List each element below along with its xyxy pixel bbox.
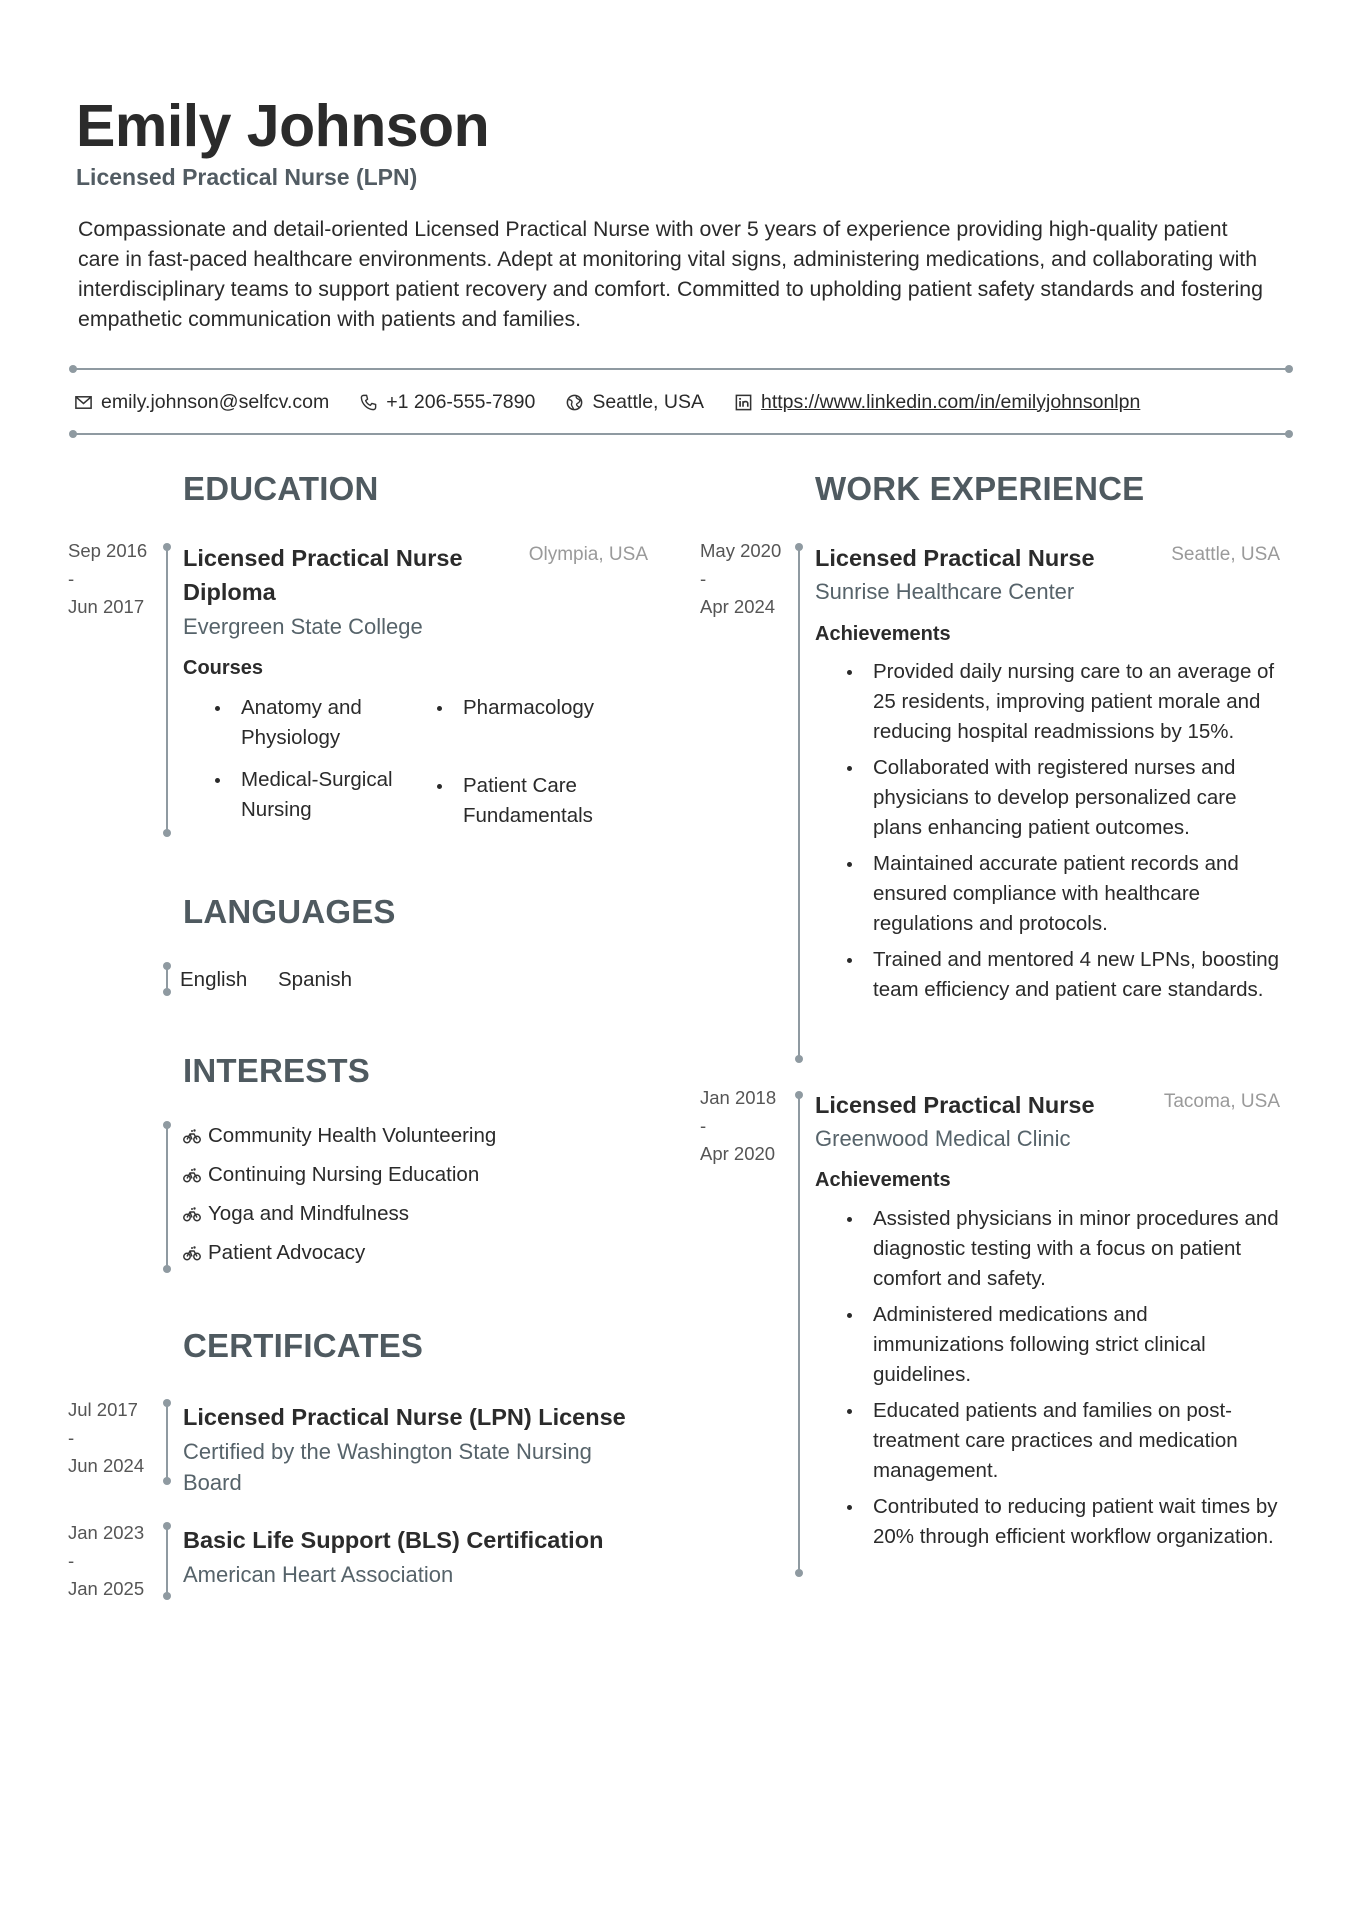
- achievement-item: Assisted physicians in minor procedures and diagnostic testing with a focus on patient comfort and safety.: [844, 1204, 1284, 1294]
- bicycle-icon: [182, 1243, 202, 1263]
- job-end-date: Apr 2024: [700, 596, 776, 617]
- education-school: Evergreen State College: [183, 614, 423, 639]
- achievement-item: Trained and mentored 4 new LPNs, boosting team efficiency and patient care standards.: [844, 945, 1284, 1005]
- job-title: Licensed Practical Nurse (LPN): [76, 164, 418, 190]
- contact-email[interactable]: [74, 391, 329, 414]
- achievement-item: Educated patients and families on post-treatment care practices and medication management.: [844, 1396, 1284, 1486]
- cert-end-date: Jun 2024: [68, 1455, 145, 1476]
- achievements-label: Achievements: [815, 623, 951, 645]
- cert-date-separator: -: [68, 1427, 75, 1448]
- courses-list-right: [434, 693, 654, 837]
- cert-issuer-line1: American Heart Association: [183, 1562, 454, 1587]
- bicycle-icon: [182, 1165, 202, 1185]
- language-item: English: [180, 968, 248, 991]
- phone-icon: [359, 393, 378, 412]
- job-timeline: [798, 1094, 800, 1574]
- job-start-date: Jan 2018: [700, 1087, 777, 1108]
- job-timeline: [798, 546, 800, 1060]
- courses-list-left: [212, 693, 412, 831]
- achievements-list: [844, 657, 1284, 1011]
- top-divider: [72, 368, 1290, 370]
- job-end-date: Apr 2020: [700, 1143, 776, 1164]
- globe-icon: [565, 393, 584, 412]
- contact-location: [565, 391, 704, 414]
- job-start-date: May 2020: [700, 540, 782, 561]
- certificates-heading: CERTIFICATES: [183, 1327, 424, 1364]
- languages-timeline: [166, 965, 168, 993]
- achievement-item: Collaborated with registered nurses and physicians to develop personalized care plans enhancing patient outcomes.: [844, 753, 1284, 843]
- education-end-date: Jun 2017: [68, 596, 145, 617]
- interest-item: Patient Advocacy: [182, 1241, 365, 1265]
- cert-title: Basic Life Support (BLS) Certification: [183, 1527, 604, 1553]
- interest-item: Continuing Nursing Education: [182, 1163, 479, 1187]
- cert-issuer-line1: Certified by the Washington State Nursing: [183, 1439, 592, 1464]
- cert-start-date: Jul 2017: [68, 1399, 138, 1420]
- location-text: Seattle, USA: [592, 390, 704, 413]
- job-date-separator: -: [700, 1115, 707, 1136]
- cert-timeline: [166, 1402, 168, 1482]
- education-date-separator: -: [68, 568, 75, 589]
- email-text: emily.johnson@selfcv.com: [101, 390, 330, 413]
- phone-text: +1 206-555-7890: [386, 390, 536, 413]
- course-item: Anatomy and Physiology: [212, 693, 412, 753]
- bicycle-icon: [182, 1126, 202, 1146]
- bicycle-icon: [182, 1204, 202, 1224]
- linkedin-icon: [734, 393, 753, 412]
- cert-timeline: [166, 1525, 168, 1597]
- cert-date-separator: -: [68, 1550, 75, 1571]
- course-item: Patient Care Fundamentals: [434, 771, 654, 831]
- job-title: Licensed Practical Nurse: [815, 1092, 1095, 1118]
- interests-heading: INTERESTS: [183, 1052, 370, 1089]
- job-company: Greenwood Medical Clinic: [815, 1126, 1071, 1151]
- education-heading: EDUCATION: [183, 470, 379, 507]
- achievement-item: Maintained accurate patient records and ensured compliance with healthcare regulations and protocols.: [844, 849, 1284, 939]
- candidate-name: Emily Johnson: [76, 93, 490, 159]
- education-start-date: Sep 2016: [68, 540, 148, 561]
- bottom-divider: [72, 433, 1290, 435]
- course-item: Pharmacology: [434, 693, 654, 759]
- achievement-item: Provided daily nursing care to an average of 25 residents, improving patient morale and reducing hospital readmissions by 15%.: [844, 657, 1284, 747]
- education-timeline: [166, 546, 168, 834]
- courses-label: Courses: [183, 657, 264, 679]
- cert-title: Licensed Practical Nurse (LPN) License: [183, 1404, 626, 1430]
- job-location: Tacoma, USA: [1163, 1091, 1280, 1112]
- education-location: Olympia, USA: [528, 544, 648, 565]
- interests-timeline: [166, 1124, 168, 1270]
- job-title: Licensed Practical Nurse: [815, 545, 1095, 571]
- interest-item: Community Health Volunteering: [182, 1124, 496, 1148]
- contact-linkedin[interactable]: [734, 391, 1140, 414]
- languages-heading: LANGUAGES: [183, 893, 396, 930]
- interest-item: Yoga and Mindfulness: [182, 1202, 409, 1226]
- cert-issuer-line2: Board: [183, 1470, 242, 1495]
- cert-end-date: Jan 2025: [68, 1578, 145, 1599]
- linkedin-link[interactable]: https://www.linkedin.com/in/emilyjohnsonlpn: [760, 390, 1141, 413]
- envelope-icon: [74, 393, 93, 412]
- achievement-item: Contributed to reducing patient wait times by 20% through efficient workflow organization.: [844, 1492, 1284, 1552]
- achievements-label: Achievements: [815, 1169, 951, 1191]
- education-degree-line2: Diploma: [183, 579, 276, 605]
- achievements-list: [844, 1204, 1284, 1558]
- education-degree-line1: Licensed Practical Nurse: [183, 545, 463, 571]
- job-date-separator: -: [700, 568, 707, 589]
- contact-bar: [74, 388, 1170, 416]
- experience-heading: WORK EXPERIENCE: [815, 470, 1145, 507]
- contact-phone[interactable]: [359, 391, 535, 414]
- language-item: Spanish: [278, 968, 353, 991]
- achievement-item: Administered medications and immunizations following strict clinical guidelines.: [844, 1300, 1284, 1390]
- course-item: Medical-Surgical Nursing: [212, 765, 412, 825]
- profile-summary: Compassionate and detail-oriented Licensed Practical Nurse with over 5 years of experience providing high-quality patient care in fast-paced healthcare environments. Adept at monitoring vital signs, administering medications, and collaborating with interdisciplinary teams to support patient recovery and comfort. Committed to upholding patient safety standards and fostering empathetic communication with patients and families.: [78, 217, 1263, 331]
- job-location: Seattle, USA: [1171, 544, 1280, 565]
- cert-start-date: Jan 2023: [68, 1522, 145, 1543]
- job-company: Sunrise Healthcare Center: [815, 579, 1075, 604]
